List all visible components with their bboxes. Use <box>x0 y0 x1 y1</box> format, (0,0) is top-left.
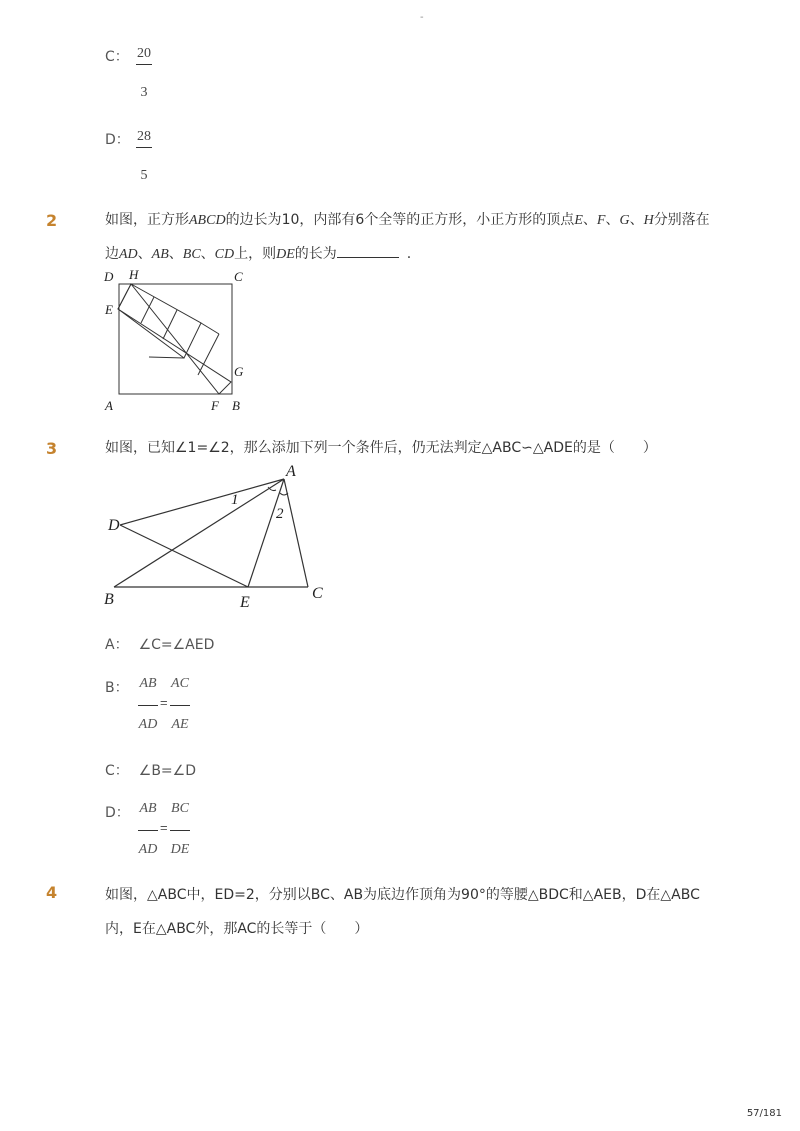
question-3-text: 如图，已知∠1=∠2，那么添加下列一个条件后，仍无法判定△ABC∽△ADE的是（ ） <box>105 440 657 456</box>
q1-option-d-label: D： <box>105 132 130 148</box>
question-2-line2-run: 、 <box>137 246 152 262</box>
q3-option-d-ratio[interactable] <box>136 800 196 860</box>
grid-line <box>163 310 177 339</box>
option-text: ∠C=∠AED <box>138 637 215 653</box>
question-2-line1-run: 、 <box>629 212 644 228</box>
ratio-left <box>136 675 160 734</box>
segment-DA <box>120 479 284 525</box>
angle-1-arc <box>268 487 276 491</box>
fraction-denominator: 5 <box>140 168 148 183</box>
question-2-line2-run: CD <box>214 247 235 262</box>
question-2-line2-run: 上，则 <box>234 246 277 262</box>
ratio-denominator: DE <box>170 842 190 857</box>
page-number: 57/181 <box>746 1108 782 1119</box>
ratio-left <box>136 800 160 859</box>
equals-sign: = <box>160 695 168 710</box>
ratio-denominator: AD <box>138 717 158 732</box>
label-D: D <box>104 269 114 284</box>
label-B: B <box>232 398 240 413</box>
question-2-figure <box>100 265 260 417</box>
question-2-number: 2 <box>46 211 58 230</box>
ratio-right <box>168 800 192 859</box>
label-A: A <box>105 398 113 413</box>
segment-AE <box>248 479 284 587</box>
label-H: H <box>129 267 139 282</box>
question-2-line1-run: 、 <box>582 212 597 228</box>
question-2-line1-run: 6 <box>355 212 365 228</box>
question-2-line2-run: BC <box>182 247 201 262</box>
segment-AC <box>284 479 308 587</box>
question-2-line1-run: 10 <box>281 212 300 228</box>
grid-line <box>149 357 184 358</box>
question-2-line2-run: 的长为 <box>294 246 337 262</box>
fraction-numerator: 28 <box>137 129 151 144</box>
question-2-line2-run: 边 <box>105 246 119 262</box>
label-F: F <box>211 398 219 413</box>
question-2-line1-run: 、 <box>605 212 620 228</box>
question-2-line1-run: 的边长为 <box>225 212 282 228</box>
question-2-line1-run: ，内部有 <box>299 212 356 228</box>
question-3-figure <box>100 462 340 612</box>
fraction-bar <box>170 705 190 706</box>
q3-option-a[interactable] <box>105 634 214 654</box>
question-4-number: 4 <box>46 883 58 902</box>
fraction-bar <box>170 830 190 831</box>
fraction-bar <box>138 830 158 831</box>
ratio-denominator: AD <box>138 842 158 857</box>
fraction-bar <box>136 147 152 148</box>
label-D: D <box>108 517 120 534</box>
question-2-line1-run: 分别落在 <box>653 212 710 228</box>
segment-DE <box>120 525 248 587</box>
upper-block <box>118 284 201 358</box>
question-2-line2-run: 、 <box>168 246 183 262</box>
question-2-line2-run: AD <box>119 247 138 262</box>
q3-option-b-label: B： <box>105 680 129 696</box>
question-2-line1-run: G <box>619 213 630 228</box>
fraction-bar <box>138 705 158 706</box>
question-2-line1-run: E <box>574 213 583 228</box>
question-3-number: 3 <box>46 439 58 458</box>
question-2-line1-run: 个全等的正方形，小正方形的顶点 <box>364 212 575 228</box>
ratio-right <box>168 675 192 734</box>
label-C: C <box>234 269 243 284</box>
ratio-numerator: AB <box>139 676 157 691</box>
question-4-text-line2: 内，E在△ABC外，那AC的长等于（ ） <box>105 921 369 937</box>
question-2-line1-run: H <box>643 213 654 228</box>
q1-option-c-fraction <box>133 44 155 103</box>
question-2-line2-run: AB <box>151 247 169 262</box>
ratio-numerator: AC <box>171 676 189 691</box>
ratio-denominator: AE <box>171 717 189 732</box>
fraction-bar <box>136 64 152 65</box>
label-G: G <box>234 364 244 379</box>
angle-2-label: 2 <box>276 506 284 522</box>
q1-option-d-fraction <box>133 127 155 186</box>
q3-option-b-ratio[interactable] <box>136 675 196 735</box>
answer-blank[interactable] <box>337 243 399 258</box>
ratio-numerator: BC <box>171 801 189 816</box>
top-mark: - <box>420 12 424 23</box>
question-2-text-line2-main <box>105 246 337 262</box>
question-2-line2-run: DE <box>276 247 295 262</box>
q1-option-c-label: C： <box>105 49 129 65</box>
option-label: C： <box>105 763 129 779</box>
inner-squares-outline <box>118 284 231 394</box>
ratio-numerator: AB <box>139 801 157 816</box>
grid-line <box>198 334 219 375</box>
angle-1-label: 1 <box>231 492 239 508</box>
label-E: E <box>105 302 113 317</box>
segment-BA <box>114 479 284 587</box>
q3-option-d-label: D： <box>105 805 130 821</box>
q3-option-c[interactable] <box>105 760 196 780</box>
grid-line <box>201 323 219 334</box>
question-2-line2-run: 、 <box>200 246 215 262</box>
label-B: B <box>104 591 114 608</box>
question-2-line1-run: 如图，正方形 <box>105 212 189 228</box>
label-C: C <box>312 585 323 602</box>
question-2-text-line1 <box>105 204 710 237</box>
question-2-period: . <box>406 246 412 262</box>
fraction-numerator: 20 <box>137 46 151 61</box>
question-2-line1-run: ABCD <box>189 213 226 228</box>
label-A: A <box>286 463 296 480</box>
question-2-line1-run: F <box>596 213 606 228</box>
question-4-text-line1: 如图，△ABC中，ED=2，分别以BC、AB为底边作顶角为90°的等腰△BDC和△AEB，D在△ABC <box>105 887 700 903</box>
option-label: A： <box>105 637 129 653</box>
option-text: ∠B=∠D <box>138 763 196 779</box>
fraction-denominator: 3 <box>140 85 148 100</box>
equals-sign: = <box>160 820 168 835</box>
label-E: E <box>240 594 250 611</box>
